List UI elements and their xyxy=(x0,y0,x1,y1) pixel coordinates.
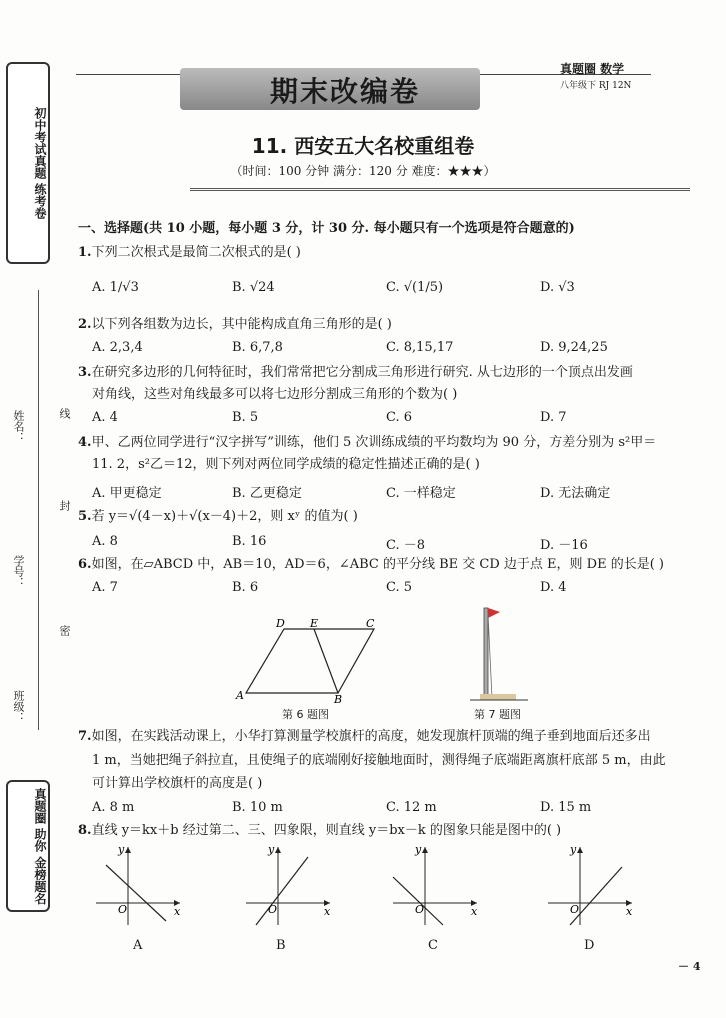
svg-text:O: O xyxy=(570,903,580,916)
graph-c-label: C xyxy=(428,938,438,953)
section-heading: 一、选择题(共 10 小题，每小题 3 分，计 30 分. 每小题只有一个选项是符合题意的) xyxy=(78,221,575,236)
question-7-line2: 1 m，当她把绳子斜拉直，且使绳子的底端刚好接触地面时，测得绳子底端距离旗杆底部 5 m，由此 xyxy=(92,753,666,768)
q4-opt-d: D. 无法确定 xyxy=(540,486,611,501)
sidebar-tag-bottom: 真题圈 助你 金榜题名 xyxy=(6,780,50,912)
svg-text:x: x xyxy=(471,905,478,918)
q7-opt-c: C. 12 m xyxy=(386,800,437,815)
svg-text:y: y xyxy=(415,843,422,856)
q6-opt-a: A. 7 xyxy=(92,580,118,595)
q5-opt-d: D. －16 xyxy=(540,538,588,553)
title-rule xyxy=(190,188,690,191)
fig6-label-c: C xyxy=(366,617,375,630)
label-line: 线 xyxy=(58,408,71,419)
question-7: 7.如图，在实践活动课上，小华打算测量学校旗杆的高度，她发现旗杆顶端的绳子垂到地面后还多出 xyxy=(78,729,651,744)
fig6-label-b: B xyxy=(334,693,343,705)
question-4-line2: 11. 2，s²乙＝12，则下列对两位同学成绩的稳定性描述正确的是( ) xyxy=(92,457,480,472)
q2-opt-b: B. 6,7,8 xyxy=(232,340,283,355)
question-3-line2: 对角线，这些对角线最多可以将七边形分割成三角形的个数为( ) xyxy=(92,387,458,402)
question-8: 8.直线 y＝kx＋b 经过第二、三、四象限，则直线 y＝bx－k 的图象只能是图中的( ) xyxy=(78,823,562,838)
q7-opt-b: B. 10 m xyxy=(232,800,283,815)
graph-b-label: B xyxy=(276,938,286,953)
fig7-caption: 第 7 题图 xyxy=(474,708,521,721)
q5-opt-a: A. 8 xyxy=(92,534,118,549)
question-1: 1.下列二次根式是最简二次根式的是( ) xyxy=(78,245,301,260)
q2-opt-d: D. 9,24,25 xyxy=(540,340,608,355)
graph-a xyxy=(88,843,188,928)
svg-text:O: O xyxy=(268,903,278,916)
question-4: 4.甲、乙两位同学进行“汉字拼写”训练，他们 5 次训练成绩的平均数均为 90 分，方差分别为 s²甲＝ xyxy=(78,435,657,450)
page-title: 11. 西安五大名校重组卷 xyxy=(251,134,475,158)
q5-opt-b: B. 16 xyxy=(232,534,267,549)
svg-text:y: y xyxy=(268,843,275,856)
graph-d-label: D xyxy=(584,938,595,953)
fig6-caption: 第 6 题图 xyxy=(282,708,329,721)
question-5: 5.若 y＝√(4－x)＋√(x－4)＋2，则 xʸ 的值为( ) xyxy=(78,509,358,524)
q1-opt-b: B. √24 xyxy=(232,280,275,295)
binding-line xyxy=(38,290,39,730)
graph-b xyxy=(238,843,338,928)
q3-opt-b: B. 5 xyxy=(232,410,259,425)
fig6-label-e: E xyxy=(310,617,319,630)
q3-opt-d: D. 7 xyxy=(540,410,567,425)
q4-opt-a: A. 甲更稳定 xyxy=(92,486,162,501)
q6-opt-b: B. 6 xyxy=(232,580,259,595)
graph-c xyxy=(385,843,485,928)
graph-a-label: A xyxy=(133,938,143,953)
graph-d xyxy=(540,843,640,928)
label-id: 学号： xyxy=(12,555,25,588)
banner-text: 期末改编卷 xyxy=(270,75,421,108)
svg-text:x: x xyxy=(174,905,181,918)
sidebar-tag-top: 初中考试真题 练考卷 xyxy=(6,62,50,264)
svg-text:y: y xyxy=(570,843,577,856)
q7-opt-d: D. 15 m xyxy=(540,800,592,815)
q6-opt-d: D. 4 xyxy=(540,580,567,595)
label-name: 姓名： xyxy=(12,410,25,443)
q4-opt-c: C. 一样稳定 xyxy=(386,486,456,501)
question-3: 3.在研究多边形的几何特征时，我们常常把它分割成三角形进行研究. 从七边形的一个顶点出发画 xyxy=(78,365,633,380)
figure-7 xyxy=(470,600,530,705)
q3-opt-c: C. 6 xyxy=(386,410,413,425)
q7-opt-a: A. 8 m xyxy=(92,800,135,815)
label-seal: 封 xyxy=(58,500,71,511)
svg-text:x: x xyxy=(324,905,331,918)
fig6-label-a: A xyxy=(236,689,244,702)
grade: 八年级下 RJ 12N xyxy=(560,81,632,91)
q2-opt-c: C. 8,15,17 xyxy=(386,340,454,355)
svg-text:O: O xyxy=(415,903,425,916)
q1-opt-d: D. √3 xyxy=(540,280,575,295)
svg-text:x: x xyxy=(626,905,633,918)
q3-opt-a: A. 4 xyxy=(92,410,118,425)
label-class: 班级： xyxy=(12,690,25,723)
q4-opt-b: B. 乙更稳定 xyxy=(232,486,302,501)
q6-opt-c: C. 5 xyxy=(386,580,413,595)
svg-text:O: O xyxy=(118,903,128,916)
label-secret: 密 xyxy=(58,625,71,636)
q1-opt-c: C. √(1/5) xyxy=(386,280,444,295)
question-2: 2.以下列各组数为边长，其中能构成直角三角形的是( ) xyxy=(78,317,392,332)
brand: 真题圈 数学 xyxy=(560,62,625,76)
svg-text:y: y xyxy=(118,843,125,856)
q5-opt-c: C. －8 xyxy=(386,538,426,553)
question-6: 6.如图，在▱ABCD 中，AB＝10，AD＝6，∠ABC 的平分线 BE 交 CD 边于点 E，则 DE 的长是( ) xyxy=(78,557,664,572)
exam-meta: （时间：100 分钟 满分：120 分 难度：★★★） xyxy=(230,164,496,178)
figure-6 xyxy=(230,615,390,705)
q2-opt-a: A. 2,3,4 xyxy=(92,340,143,355)
question-7-line3: 可计算出学校旗杆的高度是( ) xyxy=(92,776,263,791)
fig6-label-d: D xyxy=(276,617,285,630)
q1-opt-a: A. 1/√3 xyxy=(92,280,139,295)
page-number: － 4 xyxy=(678,960,701,973)
